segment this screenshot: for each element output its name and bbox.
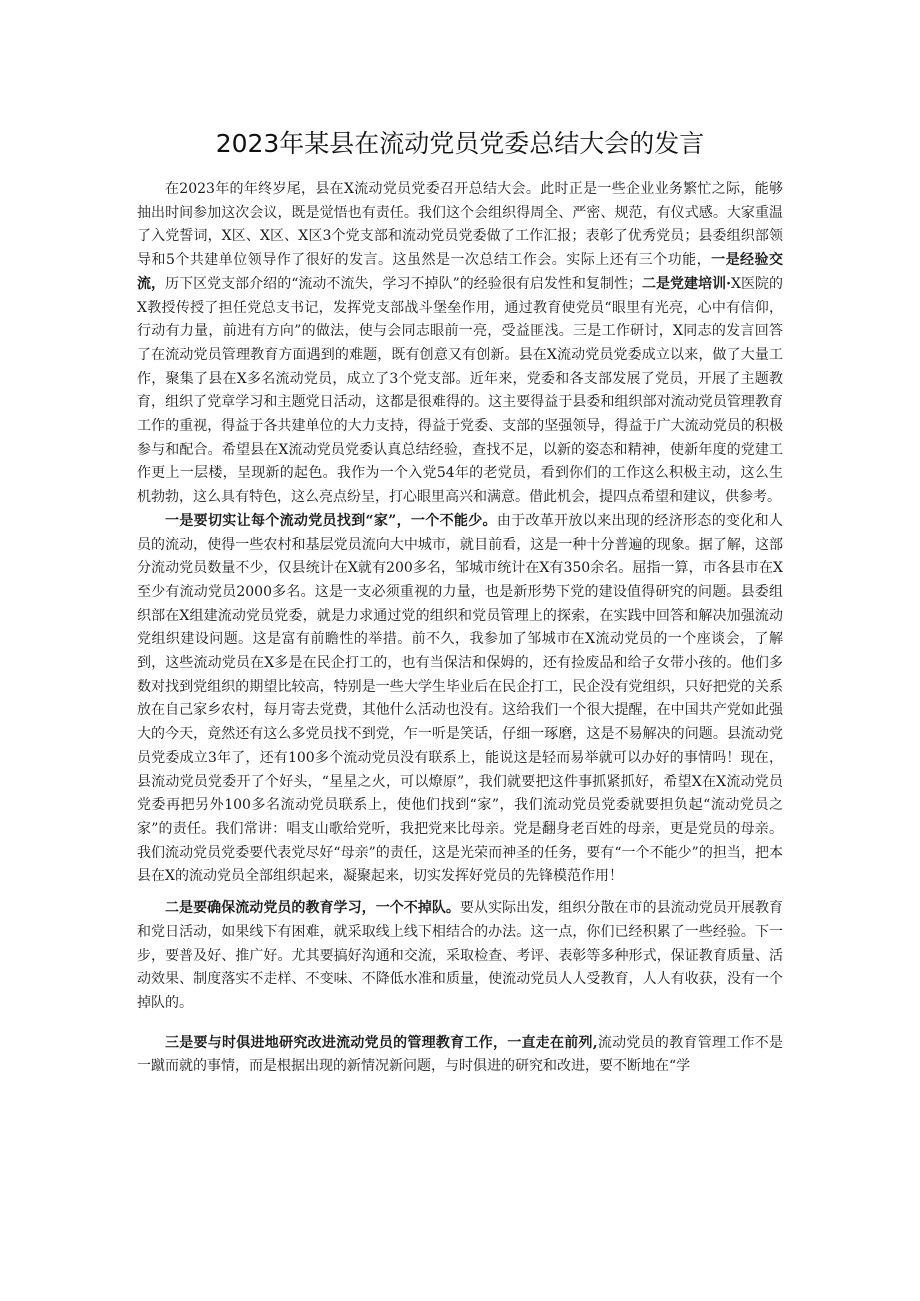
- point-3-text: 流动党员的教育管理工作不是一蹴而就的事情，而是根据出现的新情况新问题，与时俱进的研究和改进，要不断地在“学: [137, 1034, 784, 1075]
- document-body: [137, 178, 783, 1079]
- paragraph-point-1: [137, 510, 783, 889]
- point-1-heading: 一是要切实让每个流动党员找到“家”，一个不能少。: [165, 512, 497, 529]
- point-3-heading: 三是要与时俱进地研究改进流动党员的管理教育工作，一直走在前列,: [165, 1034, 598, 1051]
- paragraph-point-3: [137, 1032, 783, 1079]
- point-2-text: 要从实际出发，组织分散在市的县流动党员开展教育和党日活动，如果线下有困难，就采取线上线下相结合的办法。这一点，你们已经积累了一些经验。下一步，要普及好、推广好。尤其要搞好沟通和交流，采取检查、考评、表彰等多种形式，保证教育质量、活动效果、制度落实不走样、不变味、不降低水准和质量，使流动党员人人受教育，人人有收获，没有一个掉队的。: [137, 900, 784, 1011]
- document-title: 2023年某县在流动党员党委总结大会的发言: [215, 129, 705, 158]
- paragraph-intro: [137, 178, 783, 510]
- intro-bold-2: 二是党建培训·: [641, 275, 731, 292]
- intro-text-2: 历下区党支部介绍的“流动不流失，学习不掉队”的经验很有启发性和复制性；: [165, 275, 642, 292]
- point-1-text: 由于改革开放以来出现的经济形态的变化和人员的流动，使得一些农村和基层党员流向大中城市，就目前看，这是一种十分普遍的现象。据了解，这部分流动党员数量不少，仅县统计在X就有200多名，邹城市统计在X有350余名。屈指一算，市各县市在X至少有流动党员2000多名。这是一支必须重视的力量，也是新形势下党的建设值得研究的问题。县委组织部在X组建流动党员党委，就是力求通过党的组织和党员管理上的探索，在实践中回答和解决加强流动党组织建设问题。这是富有前瞻性的举措。前不久，我参加了邹城市在X流动党员的一个座谈会，了解到，这些流动党员在X多是在民企打工的，也有当保洁和保姆的，还有捡废品和给子女带小孩的。他们多数对找到党组织的期望比较高，特别是一些大学生毕业后在民企打工，民企没有党组织，只好把党的关系放在自己家乡农村，每月寄去党费，其他什么活动也没有。这给我们一个很大提醒，在中国共产党如此强大的今天，竟然还有这么多党员找不到党，乍一听是笑话，仔细一琢磨，这是不易解决的问题。县流动党员党委成立3年了，还有100多个流动党员没有联系上，能说这是轻而易举就可以办好的事情吗！现在，县流动党员党委开了个好头，“星星之火，可以燎原”，我们就要把这件事抓紧抓好，希望X在X流动党员党委再把另外100多名流动党员联系上，使他们找到“家”，我们流动党员党委就要担负起“流动党员之家”的责任。我们常讲：唱支山歌给党听，我把党来比母亲。党是翻身老百姓的母亲，更是党员的母亲。我们流动党员党委要代表党尽好“母亲”的责任，这是光荣而神圣的任务，要有“一个不能少”的担当，把本县在X的流动党员全部组织起来，凝聚起来，切实发挥好党员的先锋模范作用！: [137, 512, 783, 885]
- intro-text-1: 在2023年的年终岁尾，县在X流动党员党委召开总结大会。此时正是一些企业业务繁忙之际，能够抽出时间参加这次会议，既是觉悟也有责任。我们这个会组织得周全、严密、规范，有仪式感。大家重温了入党誓词，X区、X区、X区3个党支部和流动党员党委做了工作汇报；表彰了优秀党员；县委组织部领导和5个共建单位领导作了很好的发言。这虽然是一次总结工作会。实际上还有三个功能，: [137, 181, 783, 269]
- paragraph-point-2: [137, 897, 783, 1016]
- intro-bold-1: 一是经验交流，: [137, 252, 784, 292]
- intro-text-3: X医院的X教授传授了担任党总支书记，发挥党支部战斗堡垒作用，通过教育使党员“眼里有光亮，心中有信仰，行动有力量，前进有方向”的做法，使与会同志眼前一亮，受益匪浅。三是工作研讨，X同志的发言回答了在流动党员管理教育方面遇到的难题，既有创意又有创新。县在X流动党员党委成立以来，做了大量工作，聚集了县在X多名流动党员，成立了3个党支部。近年来，党委和各支部发展了党员，开展了主题教育，组织了党章学习和主题党日活动，这都是很难得的。这主要得益于县委和组织部对流动党员管理教育工作的重视，得益于各共建单位的大力支持，得益于党委、支部的坚强领导，得益于广大流动党员的积极参与和配合。希望县在X流动党员党委认真总结经验，查找不足，以新的姿态和精神，使新年度的党建工作更上一层楼，呈现新的起色。我作为一个入党54年的老党员，看到你们的工作这么积极主动，这么生机勃勃，这么具有特色，这么亮点纷呈，打心眼里高兴和满意。借此机会，提四点希望和建议，供参考。: [137, 275, 784, 506]
- point-2-heading: 二是要确保流动党员的教育学习，一个不掉队。: [165, 900, 460, 917]
